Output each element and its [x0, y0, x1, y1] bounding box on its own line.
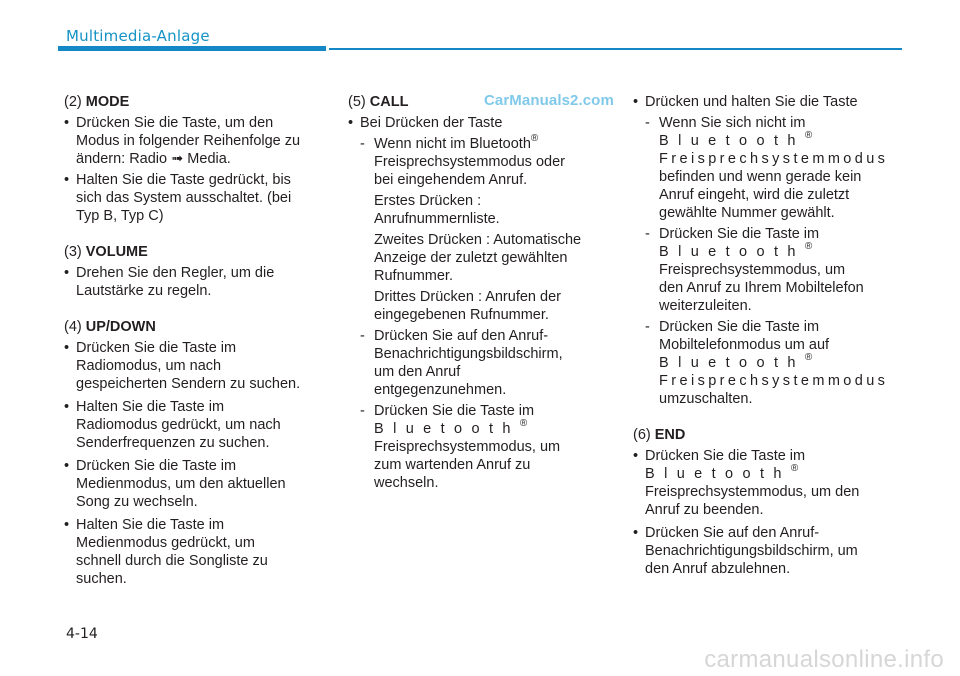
section-title: Multimedia-Anlage — [66, 27, 210, 45]
bullet-mode-2: • Halten Sie die Taste gedrückt, bis sich das System ausschaltet. (bei Typ B, Typ C) — [64, 171, 326, 225]
bullet-call-1: • Bei Drücken der Taste — [348, 114, 613, 132]
heading-volume: (3) VOLUME — [64, 244, 148, 260]
dash-hold-2: - Drücken Sie die Taste im Bluetooth® Freisprechsystemmodus, um den Anruf zu Ihrem Mobiltelefon weiterzuleiten. — [645, 226, 864, 314]
footer-watermark: carmanualsonline.info — [704, 646, 944, 673]
column-right — [633, 93, 896, 578]
bullet-mode-1: • Drücken Sie die Taste, um den Modus in folgender Reihenfolge zu ändern: Radio ➟ Media. — [64, 114, 326, 168]
column-middle — [348, 93, 613, 492]
dash-hold-3: - Drücken Sie die Taste im Mobiltelefonmodus um auf Bluetooth® Freisprechsystemmodus umzuschalten. — [645, 319, 889, 407]
dash-call-2: - Drücken Sie auf den Anruf- Benachrichtigungsbildschirm, um den Anruf entgegenzunehmen. — [360, 328, 563, 398]
heading-call: (5) CALL — [348, 94, 409, 110]
header-rule-thin — [329, 48, 902, 50]
dash-call-1: - Wenn nicht im Bluetooth® Freisprechsystemmodus oder bei eingehendem Anruf. — [360, 133, 565, 188]
bullet-end-1: • Drücken Sie die Taste im Bluetooth® Freisprechsystemmodus, um den Anruf zu beenden. — [633, 447, 896, 519]
heading-end: (6) END — [633, 427, 686, 443]
column-left — [64, 93, 326, 588]
header-rule-thick — [58, 46, 326, 51]
heading-updown: (4) UP/DOWN — [64, 319, 156, 335]
bullet-updown-1: • Drücken Sie die Taste im Radiomodus, um nach gespeicherten Sendern zu suchen. — [64, 339, 326, 393]
subitem-call-first-press: Erstes Drücken : Anrufnummernliste. — [374, 193, 500, 227]
bullet-updown-2: • Halten Sie die Taste im Radiomodus gedrückt, um nach Senderfrequenzen zu suchen. — [64, 398, 326, 452]
bullet-updown-3: • Drücken Sie die Taste im Medienmodus, um den aktuellen Song zu wechseln. — [64, 457, 326, 511]
subitem-call-second-press: Zweites Drücken : Automatische Anzeige der zuletzt gewählten Rufnummer. — [374, 232, 582, 284]
watermark-text: CarManuals2.com — [484, 92, 614, 109]
subitem-call-third-press: Drittes Drücken : Anrufen der eingegebenen Rufnummer. — [374, 289, 561, 323]
bullet-hold-1: • Drücken und halten Sie die Taste — [633, 93, 896, 111]
page-number: 4-14 — [66, 626, 98, 642]
bullet-updown-4: • Halten Sie die Taste im Medienmodus gedrückt, um schnell durch die Songliste zu suchen. — [64, 516, 326, 588]
dash-hold-1: - Wenn Sie sich nicht im Bluetooth® Freisprechsystemmodus befinden und wenn gerade kein Anruf eingeht, wird die zuletzt gewählte Nummer gewählt. — [645, 115, 889, 221]
heading-mode: (2) MODE — [64, 94, 130, 110]
bullet-end-2: • Drücken Sie auf den Anruf- Benachrichtigungsbildschirm, um den Anruf abzulehnen. — [633, 524, 896, 578]
dash-call-3: - Drücken Sie die Taste im Bluetooth® Freisprechsystemmodus, um zum wartenden Anruf zu wechseln. — [360, 403, 561, 491]
bullet-volume-1: • Drehen Sie den Regler, um die Lautstärke zu regeln. — [64, 264, 326, 300]
